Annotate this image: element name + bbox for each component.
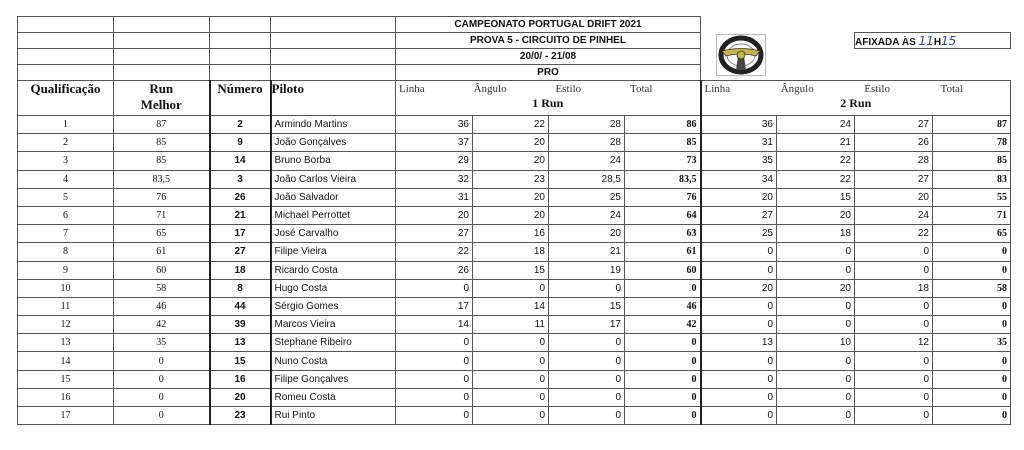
best-run-cell: 42 — [114, 316, 210, 334]
best-run-cell: 61 — [114, 243, 210, 261]
car-number-cell: 17 — [210, 225, 271, 243]
run1-line-cell: 31 — [396, 188, 473, 206]
run1-line-cell: 0 — [396, 370, 473, 388]
driver-name-cell: Marcos Vieira — [271, 316, 396, 334]
best-run-cell: 83,5 — [114, 170, 210, 188]
run1-angle-cell: 20 — [473, 152, 549, 170]
qualification-cell: 14 — [18, 352, 114, 370]
run2-style-cell: 28 — [855, 152, 933, 170]
run1-style-cell: 28 — [549, 116, 625, 134]
car-number-cell: 23 — [210, 407, 271, 425]
run2-line-cell: 25 — [701, 225, 777, 243]
run2-style-cell: 0 — [855, 388, 933, 406]
qualification-cell: 8 — [18, 243, 114, 261]
run2-total-cell: 87 — [933, 116, 1011, 134]
run1-style-cell: 20 — [549, 225, 625, 243]
run2-style-cell: 0 — [855, 352, 933, 370]
posted-minute: 15 — [941, 33, 957, 48]
driver-name-cell: Sérgio Gomes — [271, 297, 396, 315]
run1-line-cell: 20 — [396, 206, 473, 224]
driver-name-cell: Armindo Martins — [271, 116, 396, 134]
results-sheet — [17, 16, 1010, 434]
run2-line-cell: 27 — [701, 206, 777, 224]
best-run-cell: 0 — [114, 352, 210, 370]
run2-angle-cell: 15 — [777, 188, 855, 206]
car-number-cell: 20 — [210, 388, 271, 406]
table-row — [18, 352, 1011, 370]
car-number-cell: 3 — [210, 170, 271, 188]
run2-total-cell: 55 — [933, 188, 1011, 206]
col-driver: Piloto — [271, 81, 396, 116]
car-number-cell: 44 — [210, 297, 271, 315]
run2-line-cell: 0 — [701, 407, 777, 425]
run1-style-cell: 21 — [549, 243, 625, 261]
qualification-cell: 5 — [18, 188, 114, 206]
driver-name-cell: Rui Pinto — [271, 407, 396, 425]
run1-angle-cell: 20 — [473, 134, 549, 152]
event-dates: 20/0/ - 21/08 — [396, 49, 701, 65]
car-number-cell: 26 — [210, 188, 271, 206]
run1-style-cell: 25 — [549, 188, 625, 206]
run2-line-cell: 34 — [701, 170, 777, 188]
run1-line-cell: 22 — [396, 243, 473, 261]
category-label: PRO — [396, 65, 701, 81]
run1-label: 1 Run — [532, 96, 564, 110]
run1-line-cell: 0 — [396, 388, 473, 406]
run1-style-cell: 0 — [549, 370, 625, 388]
table-row — [18, 261, 1011, 279]
run2-style-cell: 27 — [855, 170, 933, 188]
best-run-cell: 85 — [114, 152, 210, 170]
run2-style-cell: 20 — [855, 188, 933, 206]
table-row — [18, 388, 1011, 406]
run2-line-cell: 20 — [701, 279, 777, 297]
run2-line-cell: 31 — [701, 134, 777, 152]
run2-total-cell: 0 — [933, 316, 1011, 334]
run2-angle-cell: 21 — [777, 134, 855, 152]
run1-angle-cell: 16 — [473, 225, 549, 243]
posted-h: H — [933, 36, 942, 48]
run2-style-cell: 0 — [855, 261, 933, 279]
run1-angle-cell: 11 — [473, 316, 549, 334]
run2-total-cell: 83 — [933, 170, 1011, 188]
run2-style-cell: 26 — [855, 134, 933, 152]
run1-angle-cell: 14 — [473, 297, 549, 315]
run2-angle-cell: 20 — [777, 279, 855, 297]
run1-style-cell: 28,5 — [549, 170, 625, 188]
run1-total-cell: 61 — [625, 243, 701, 261]
run2-angle-cell: 24 — [777, 116, 855, 134]
run1-angle-cell: 0 — [473, 279, 549, 297]
best-run-cell: 71 — [114, 206, 210, 224]
table-row — [18, 225, 1011, 243]
table-row — [18, 170, 1011, 188]
run2-angle-cell: 0 — [777, 261, 855, 279]
run2-angle-cell: 0 — [777, 316, 855, 334]
run1-line-cell: 0 — [396, 279, 473, 297]
driver-name-cell: Romeu Costa — [271, 388, 396, 406]
run1-line-cell: 17 — [396, 297, 473, 315]
best-run-cell: 65 — [114, 225, 210, 243]
run1-angle-cell: 20 — [473, 206, 549, 224]
run1-total-cell: 73 — [625, 152, 701, 170]
driver-name-cell: João Carlos Vieira — [271, 170, 396, 188]
driver-name-cell: João Salvador — [271, 188, 396, 206]
run2-angle-label: Ângulo — [780, 83, 814, 95]
run2-style-cell: 0 — [855, 407, 933, 425]
run2-line-cell: 13 — [701, 334, 777, 352]
run1-line-label: Linha — [399, 83, 425, 95]
run1-line-cell: 14 — [396, 316, 473, 334]
car-number-cell: 13 — [210, 334, 271, 352]
run2-line-cell: 36 — [701, 116, 777, 134]
run2-angle-cell: 0 — [777, 243, 855, 261]
qualification-cell: 3 — [18, 152, 114, 170]
results-table — [17, 16, 1011, 425]
qualification-cell: 16 — [18, 388, 114, 406]
run2-style-cell: 12 — [855, 334, 933, 352]
run1-line-cell: 32 — [396, 170, 473, 188]
table-row — [18, 206, 1011, 224]
run2-angle-cell: 22 — [777, 170, 855, 188]
run2-total-cell: 35 — [933, 334, 1011, 352]
best-run-cell: 35 — [114, 334, 210, 352]
run1-style-cell: 0 — [549, 279, 625, 297]
driver-name-cell: Nuno Costa — [271, 352, 396, 370]
run2-total-cell: 0 — [933, 261, 1011, 279]
run1-line-cell: 36 — [396, 116, 473, 134]
run1-angle-label: Ângulo — [473, 83, 507, 95]
run1-angle-cell: 0 — [473, 370, 549, 388]
run2-total-cell: 78 — [933, 134, 1011, 152]
run2-total-cell: 0 — [933, 243, 1011, 261]
run1-angle-cell: 22 — [473, 116, 549, 134]
results-rows — [18, 116, 1011, 425]
qualification-cell: 12 — [18, 316, 114, 334]
run2-line-cell: 0 — [701, 370, 777, 388]
run2-style-label: Estilo — [864, 83, 890, 95]
best-run-cell: 0 — [114, 388, 210, 406]
run1-style-cell: 28 — [549, 134, 625, 152]
run1-style-cell: 15 — [549, 297, 625, 315]
driver-name-cell: José Carvalho — [271, 225, 396, 243]
run2-line-cell: 0 — [701, 388, 777, 406]
run1-line-cell: 29 — [396, 152, 473, 170]
table-row — [18, 243, 1011, 261]
col-best-run — [114, 81, 210, 116]
driver-name-cell: Stephane Ribeiro — [271, 334, 396, 352]
run2-angle-cell: 18 — [777, 225, 855, 243]
qualification-cell: 17 — [18, 407, 114, 425]
best-run-cell: 58 — [114, 279, 210, 297]
table-row — [18, 407, 1011, 425]
run1-line-cell: 0 — [396, 352, 473, 370]
run1-angle-cell: 0 — [473, 407, 549, 425]
run1-style-cell: 0 — [549, 352, 625, 370]
qualification-cell: 2 — [18, 134, 114, 152]
car-number-cell: 16 — [210, 370, 271, 388]
car-number-cell: 39 — [210, 316, 271, 334]
championship-title: CAMPEONATO PORTUGAL DRIFT 2021 — [396, 17, 701, 33]
run2-style-cell: 18 — [855, 279, 933, 297]
posted-label: AFIXADA ÀS — [855, 36, 916, 48]
table-row — [18, 316, 1011, 334]
run2-style-cell: 24 — [855, 206, 933, 224]
driver-name-cell: Michael Perrottet — [271, 206, 396, 224]
run1-angle-cell: 0 — [473, 388, 549, 406]
best-run-cell: 87 — [114, 116, 210, 134]
run2-line-cell: 20 — [701, 188, 777, 206]
run1-style-cell: 17 — [549, 316, 625, 334]
car-number-cell: 8 — [210, 279, 271, 297]
run1-style-cell: 0 — [549, 388, 625, 406]
run1-angle-cell: 0 — [473, 334, 549, 352]
driver-name-cell: Ricardo Costa — [271, 261, 396, 279]
run2-angle-cell: 0 — [777, 297, 855, 315]
col-best-run-line2: Melhor — [140, 97, 182, 112]
table-row — [18, 279, 1011, 297]
run2-style-cell: 27 — [855, 116, 933, 134]
run1-style-cell: 19 — [549, 261, 625, 279]
table-row — [18, 188, 1011, 206]
run2-angle-cell: 20 — [777, 206, 855, 224]
run1-total-cell: 64 — [625, 206, 701, 224]
qualification-cell: 6 — [18, 206, 114, 224]
run1-line-cell: 37 — [396, 134, 473, 152]
run1-total-cell: 63 — [625, 225, 701, 243]
run2-total-cell: 85 — [933, 152, 1011, 170]
qualification-cell: 4 — [18, 170, 114, 188]
run2-style-cell: 0 — [855, 243, 933, 261]
car-number-cell: 21 — [210, 206, 271, 224]
table-row — [18, 134, 1011, 152]
run2-style-cell: 22 — [855, 225, 933, 243]
run2-angle-cell: 0 — [777, 352, 855, 370]
driver-name-cell: Bruno Borba — [271, 152, 396, 170]
car-number-cell: 15 — [210, 352, 271, 370]
run1-total-cell: 0 — [625, 279, 701, 297]
run1-total-cell: 0 — [625, 388, 701, 406]
run2-label: 2 Run — [840, 96, 872, 110]
run1-total-cell: 0 — [625, 407, 701, 425]
run1-total-cell: 83,5 — [625, 170, 701, 188]
run2-line-cell: 35 — [701, 152, 777, 170]
best-run-cell: 60 — [114, 261, 210, 279]
run2-line-cell: 0 — [701, 352, 777, 370]
run2-total-cell: 65 — [933, 225, 1011, 243]
run2-total-cell: 58 — [933, 279, 1011, 297]
run2-angle-cell: 0 — [777, 388, 855, 406]
run2-angle-cell: 22 — [777, 152, 855, 170]
event-title: PROVA 5 - CIRCUITO DE PINHEL — [396, 33, 701, 49]
run1-total-cell: 60 — [625, 261, 701, 279]
best-run-cell: 76 — [114, 188, 210, 206]
run2-angle-cell: 0 — [777, 407, 855, 425]
table-row — [18, 370, 1011, 388]
driver-name-cell: Filipe Vieira — [271, 243, 396, 261]
qualification-cell: 1 — [18, 116, 114, 134]
run1-angle-cell: 23 — [473, 170, 549, 188]
run1-total-cell: 46 — [625, 297, 701, 315]
run2-style-cell: 0 — [855, 370, 933, 388]
run1-total-cell: 0 — [625, 352, 701, 370]
run1-angle-cell: 20 — [473, 188, 549, 206]
steering-wheel-logo — [716, 34, 766, 76]
run1-total-cell: 86 — [625, 116, 701, 134]
run1-total-cell: 0 — [625, 334, 701, 352]
run2-line-cell: 0 — [701, 316, 777, 334]
col-qualification: Qualificação — [18, 81, 114, 116]
run2-angle-cell: 10 — [777, 334, 855, 352]
car-number-cell: 2 — [210, 116, 271, 134]
run2-line-cell: 0 — [701, 261, 777, 279]
run2-total-cell: 0 — [933, 388, 1011, 406]
col-best-run-line1: Run — [149, 81, 174, 96]
run2-line-label: Linha — [704, 83, 731, 95]
driver-name-cell: João Gonçalves — [271, 134, 396, 152]
best-run-cell: 46 — [114, 297, 210, 315]
run1-style-cell: 0 — [549, 407, 625, 425]
qualification-cell: 15 — [18, 370, 114, 388]
run2-style-cell: 0 — [855, 297, 933, 315]
table-row — [18, 152, 1011, 170]
car-number-cell: 9 — [210, 134, 271, 152]
run1-angle-cell: 0 — [473, 352, 549, 370]
run1-style-label: Estilo — [555, 83, 582, 95]
best-run-cell: 0 — [114, 370, 210, 388]
best-run-cell: 0 — [114, 407, 210, 425]
best-run-cell: 85 — [114, 134, 210, 152]
run1-total-cell: 85 — [625, 134, 701, 152]
run1-angle-cell: 18 — [473, 243, 549, 261]
table-row — [18, 297, 1011, 315]
run1-style-cell: 24 — [549, 206, 625, 224]
qualification-cell: 11 — [18, 297, 114, 315]
qualification-cell: 10 — [18, 279, 114, 297]
car-number-cell: 14 — [210, 152, 271, 170]
run1-line-cell: 27 — [396, 225, 473, 243]
run1-line-cell: 26 — [396, 261, 473, 279]
run2-total-cell: 0 — [933, 407, 1011, 425]
run2-total-label: Total — [940, 83, 963, 95]
run1-style-cell: 24 — [549, 152, 625, 170]
run1-line-cell: 0 — [396, 407, 473, 425]
run2-total-cell: 0 — [933, 352, 1011, 370]
car-number-cell: 27 — [210, 243, 271, 261]
run2-style-cell: 0 — [855, 316, 933, 334]
car-number-cell: 18 — [210, 261, 271, 279]
run2-angle-cell: 0 — [777, 370, 855, 388]
table-row — [18, 116, 1011, 134]
run2-line-cell: 0 — [701, 297, 777, 315]
posted-time — [855, 33, 1011, 49]
run2-line-cell: 0 — [701, 243, 777, 261]
qualification-cell: 7 — [18, 225, 114, 243]
run1-total-cell: 0 — [625, 370, 701, 388]
run1-total-cell: 76 — [625, 188, 701, 206]
col-number: Número — [210, 81, 271, 116]
run1-style-cell: 0 — [549, 334, 625, 352]
run1-total-label: Total — [630, 83, 653, 95]
run2-total-cell: 71 — [933, 206, 1011, 224]
qualification-cell: 9 — [18, 261, 114, 279]
run2-total-cell: 0 — [933, 297, 1011, 315]
run1-header — [396, 81, 701, 116]
run1-total-cell: 42 — [625, 316, 701, 334]
run1-angle-cell: 15 — [473, 261, 549, 279]
run1-line-cell: 0 — [396, 334, 473, 352]
driver-name-cell: Filipe Gonçalves — [271, 370, 396, 388]
qualification-cell: 13 — [18, 334, 114, 352]
table-row — [18, 334, 1011, 352]
run2-total-cell: 0 — [933, 370, 1011, 388]
driver-name-cell: Hugo Costa — [271, 279, 396, 297]
posted-hour: 11 — [918, 33, 934, 48]
run2-header — [701, 81, 1011, 116]
